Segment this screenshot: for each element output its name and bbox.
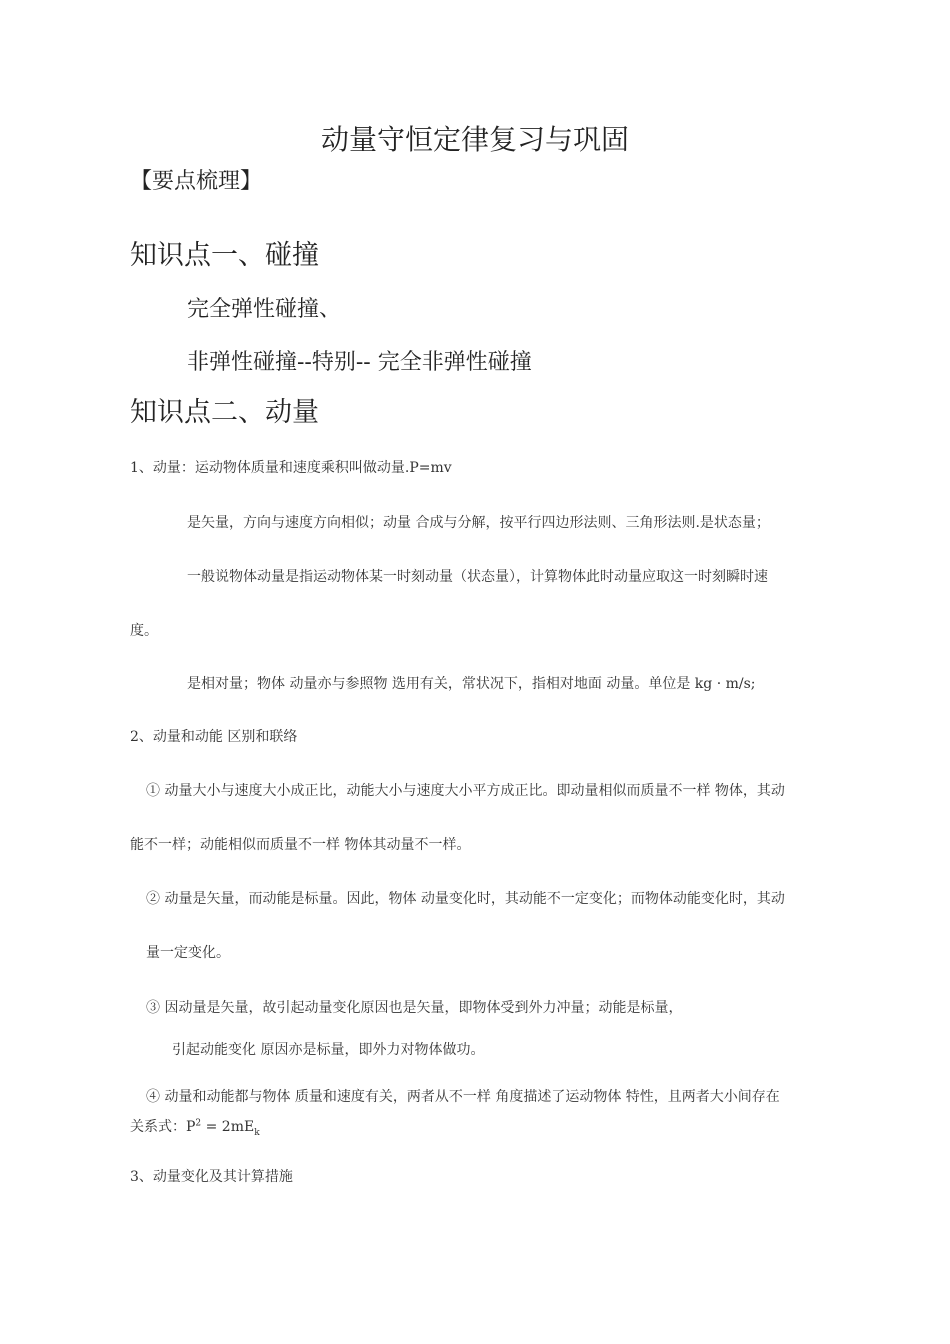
section-2-item-4-formula (130, 1116, 260, 1138)
section-2-item-3-line-1: ③ 因动量是矢量，故引起动量变化原因也是矢量，即物体受到外力冲量；动能是标量， (146, 1000, 683, 1016)
formula-middle: = 2mE (201, 1119, 255, 1135)
section-2-item-1-line-2: 能不一样；动能相似而质量不一样 物体其动量不一样。 (130, 837, 471, 853)
kp1-item-2: 非弹性碰撞--特别-- 完全非弹性碰撞 (187, 350, 532, 375)
knowledge-point-1-heading: 知识点一、碰撞 (130, 240, 319, 271)
kp1-item-1: 完全弹性碰撞、 (187, 297, 342, 322)
section-2-item-1-line-1: ① 动量大小与速度大小成正比，动能大小与速度大小平方成正比。即动量相似而质量不一样 物体，其动 (146, 783, 785, 799)
section-3-title: 3、动量变化及其计算措施 (130, 1169, 293, 1185)
section-2-item-4-line-1: ④ 动量和动能都与物体 质量和速度有关，两者从不一样 角度描述了运动物体 特性，且两者大小间存在 (146, 1089, 780, 1105)
section-2-item-2-line-2: 量一定变化。 (146, 945, 230, 961)
formula-prefix: 关系式：P (130, 1119, 196, 1135)
section-2-item-3-line-2: 引起动能变化 原因亦是标量，即外力对物体做功。 (172, 1042, 485, 1058)
formula-subscript: k (254, 1127, 260, 1138)
section-1-para-2-line-2: 度。 (130, 623, 158, 639)
page-title: 动量守恒定律复习与巩固 (320, 123, 629, 156)
section-1-title: 1、动量：运动物体质量和速度乘积叫做动量.P=mv (130, 460, 452, 476)
outline-heading: 【要点梳理】 (130, 169, 263, 194)
section-1-para-1: 是矢量，方向与速度方向相似；动量 合成与分解，按平行四边形法则、三角形法则.是状态量； (187, 515, 770, 531)
formula-superscript: 2 (195, 1118, 202, 1129)
section-2-item-2-line-1: ② 动量是矢量，而动能是标量。因此，物体 动量变化时，其动能不一定变化；而物体动能变化时，其动 (146, 891, 785, 907)
knowledge-point-2-heading: 知识点二、动量 (130, 397, 319, 428)
section-2-title: 2、动量和动能 区别和联络 (130, 729, 298, 745)
section-1-para-3: 是相对量；物体 动量亦与参照物 选用有关，常状况下，指相对地面 动量。单位是 kg · m/s; (187, 676, 756, 692)
section-1-para-2-line-1: 一般说物体动量是指运动物体某一时刻动量（状态量），计算物体此时动量应取这一时刻瞬时速 (187, 569, 768, 585)
